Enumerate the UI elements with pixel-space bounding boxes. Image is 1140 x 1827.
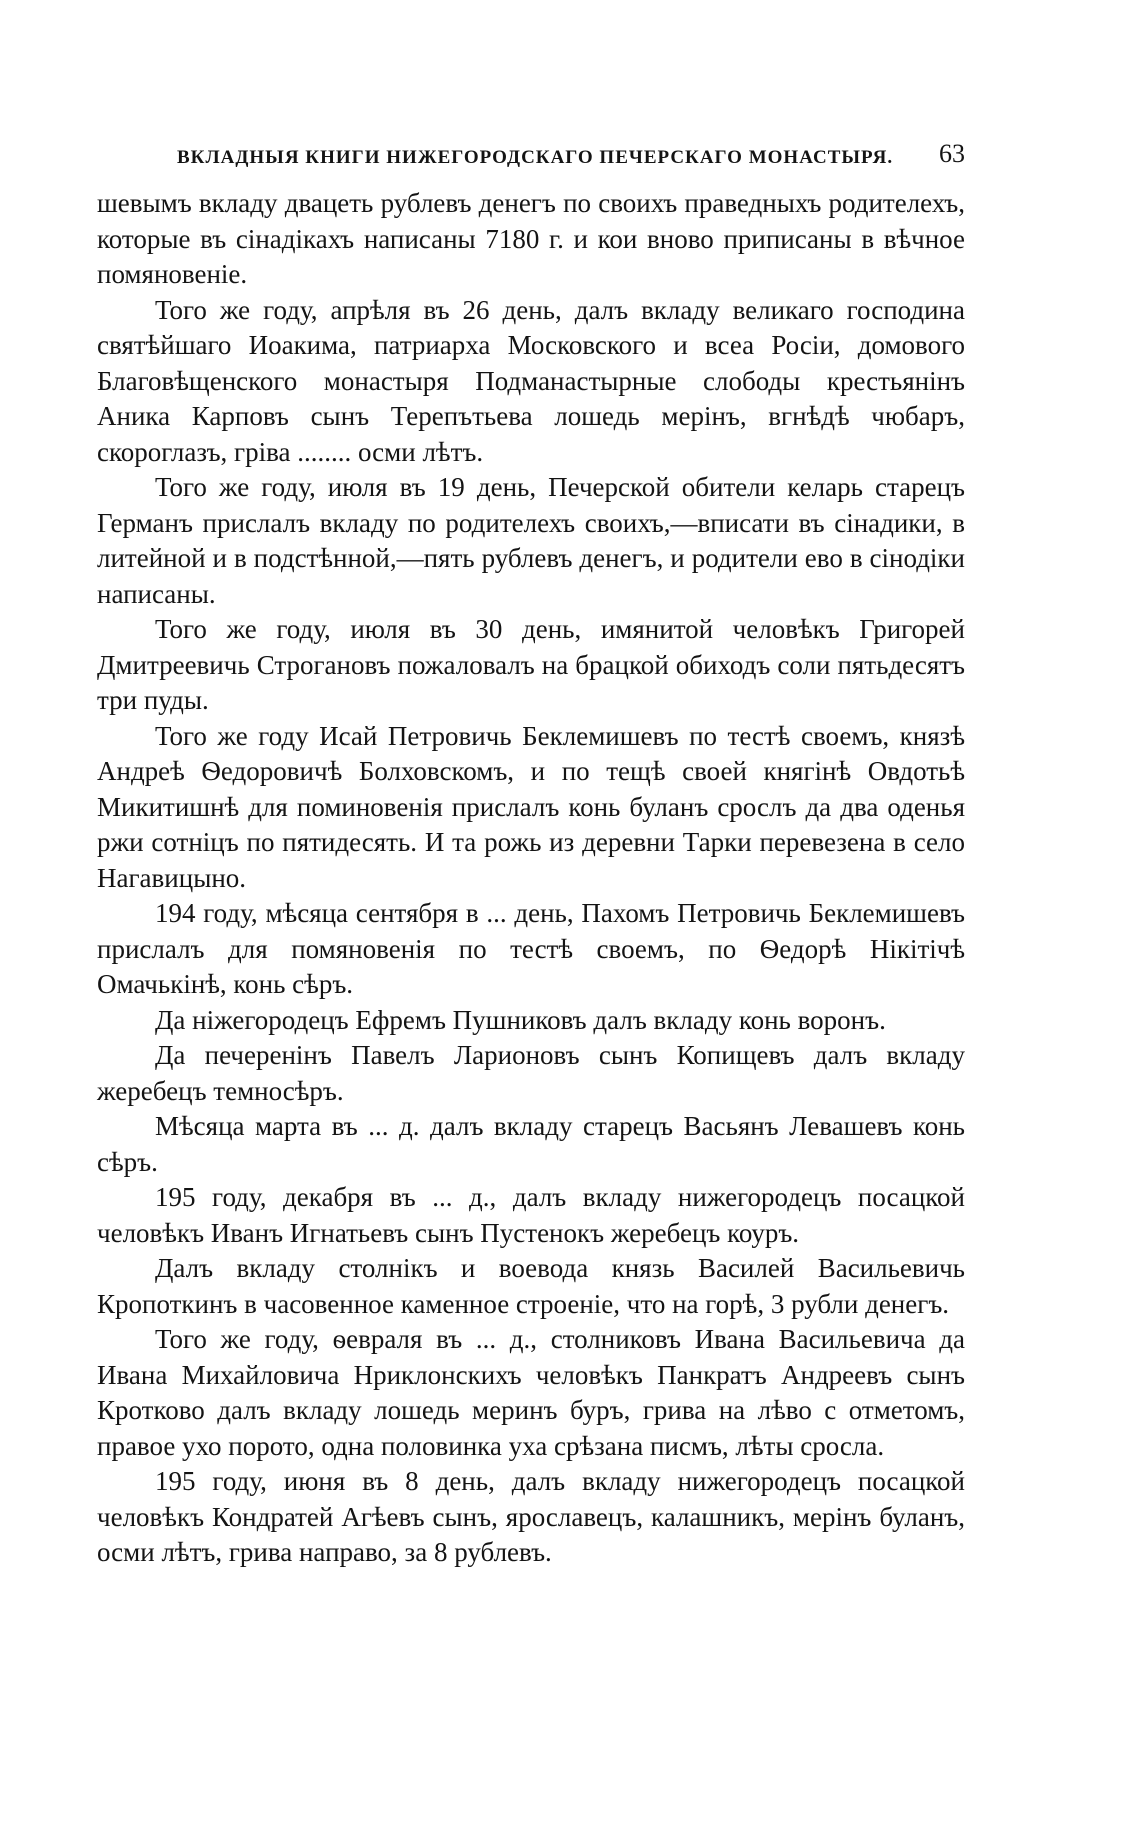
paragraph: Мѣсяца марта въ ... д. далъ вкладу старецъ Васьянъ Левашевъ конь сѣръ. bbox=[97, 1111, 965, 1177]
page-header bbox=[97, 139, 965, 179]
body-text bbox=[97, 186, 965, 1571]
paragraph: Да печеренінъ Павелъ Ларионовъ сынъ Копищевъ далъ вкладу жеребецъ темносѣръ. bbox=[97, 1040, 965, 1106]
paragraph: 195 году, декабря въ ... д., далъ вкладу нижегородецъ посацкой человѣкъ Иванъ Игнатьевъ сынъ Пустенокъ жеребецъ коуръ. bbox=[97, 1182, 965, 1248]
paragraph: Того же году, июля въ 30 день, имянитой человѣкъ Григорей Дмитреевичь Строгановъ пожаловалъ на брацкой обиходъ соли пятьдесятъ три пуды. bbox=[97, 614, 965, 715]
paragraph: Далъ вкладу столнiкъ и воевода князь Василей Васильевичь Кропоткинъ в часовенное каменное строеніе, что на горѣ, 3 рубли денегъ. bbox=[97, 1253, 965, 1319]
paragraph: Того же году, апрѣля въ 26 день, далъ вкладу великаго господина святѣйшаго Иоакима, патриарха Московского и всеа Росіи, домового Благовѣщенского монастыря Подманастырные слободы крестьянінъ Аника Карповъ сынъ Терепътьева лошедь мерінъ, вгнѣдѣ чюбаръ, скороглазъ, гріва ........ осми лѣтъ. bbox=[97, 294, 965, 467]
paragraph: 194 году, мѣсяца сентября в ... день, Пахомъ Петровичь Беклемишевъ прислалъ для помяновенія по тестѣ своемъ, по Ѳедорѣ Нікітічѣ Омачькінѣ, конь сѣръ. bbox=[97, 898, 965, 999]
paragraph: Того же году, июля въ 19 день, Печерской обители келарь старецъ Германъ прислалъ вкладу по родителехъ своихъ,—вписати въ сінадики, в литейной и в подстѣнной,—пять рублевъ денегъ, и родители ево в сінодіки написаны. bbox=[97, 472, 965, 609]
paragraph: Да нiжегородецъ Ефремъ Пушниковъ далъ вкладу конь воронъ. bbox=[155, 1004, 886, 1035]
paragraph: Того же году Исай Петровичь Беклемишевъ по тестѣ своемъ, князѣ Андреѣ Ѳедоровичѣ Болховскомъ, и по тещѣ своей княгінѣ Овдотьѣ Микитишнѣ для поминовенія прислалъ конь буланъ срослъ да два оденья ржи сотніцъ по пятидесять. И та рожь из деревни Тарки перевезена в село Нагавицыно. bbox=[97, 720, 965, 893]
paragraph-continued: шевымъ вкладу двацеть рублевъ денегъ по своихъ праведныхъ родителехъ, которые въ сінадікахъ написаны 7180 г. и кои вново приписаны в вѣчное помяновеніе. bbox=[97, 188, 965, 289]
page-number: 63 bbox=[939, 139, 965, 168]
paragraph: Того же году, ѳевраля въ ... д., столниковъ Ивана Васильевича да Ивана Михайловича Нриклонскихъ человѣкъ Панкратъ Андреевъ сынъ Кротково далъ вкладу лошедь меринъ буръ, грива на лѣво с отметомъ, правое ухо порото, одна половинка уха срѣзана писмъ, лѣты сросла. bbox=[97, 1324, 965, 1461]
running-head: ВКЛАДНЫЯ КНИГИ НИЖЕГОРОДСКАГО ПЕЧЕРСКАГО МОНАСТЫРЯ. bbox=[177, 147, 894, 168]
paragraph: 195 году, июня въ 8 день, далъ вкладу нижегородецъ посацкой человѣкъ Кондратей Агѣевъ сынъ, ярославецъ, калашникъ, мерінъ буланъ, осми лѣтъ, грива направо, за 8 рублевъ. bbox=[97, 1466, 965, 1567]
